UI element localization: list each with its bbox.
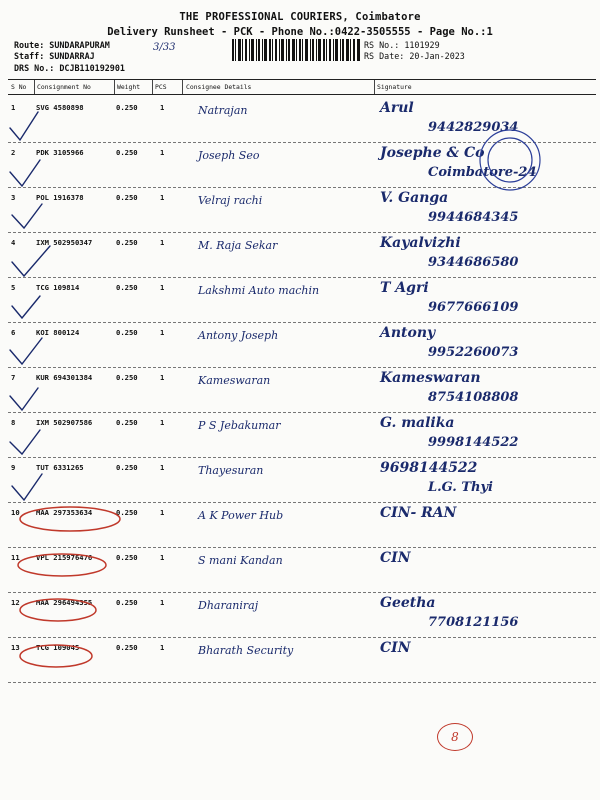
- row-divider: [8, 682, 596, 683]
- table-row: [8, 638, 596, 683]
- row-signature-note: Coimbatore-24: [428, 165, 537, 180]
- rs-number: RS No.: 1101929: [364, 40, 440, 50]
- row-sno: 3: [11, 193, 16, 202]
- row-weight: 0.250: [116, 553, 138, 562]
- row-signature-note: L.G. Thyi: [428, 480, 493, 495]
- row-pcs: 1: [160, 463, 165, 472]
- col-divider: [182, 80, 183, 94]
- row-weight: 0.250: [116, 643, 138, 652]
- row-signature: Josephe & Co: [380, 145, 485, 161]
- row-consignee: S mani Kandan: [198, 554, 283, 567]
- row-consignment: TCG 109045: [36, 643, 80, 652]
- table-row: [8, 368, 596, 413]
- col-divider: [374, 80, 375, 94]
- table-row: [8, 278, 596, 323]
- row-weight: 0.250: [116, 508, 138, 517]
- row-signature-note: 9944684345: [428, 210, 519, 225]
- row-consignee: Kameswaran: [198, 374, 271, 387]
- table-row: [8, 593, 596, 638]
- barcode-icon: [232, 39, 360, 61]
- row-consignee: Bharath Security: [198, 644, 294, 657]
- row-sno: 7: [11, 373, 16, 382]
- row-signature: CIN- RAN: [380, 505, 457, 521]
- row-weight: 0.250: [116, 238, 138, 247]
- row-pcs: 1: [160, 103, 165, 112]
- rs-date: RS Date: 20-Jan-2023: [364, 51, 465, 61]
- row-consignment: TUT 6331265: [36, 463, 84, 472]
- row-weight: 0.250: [116, 283, 138, 292]
- col-divider: [152, 80, 153, 94]
- row-consignment: MAA 297353634: [36, 508, 93, 517]
- row-weight: 0.250: [116, 373, 138, 382]
- row-sno: 2: [11, 148, 16, 157]
- drs-number: DRS No.: DCJB110192901: [14, 63, 125, 73]
- row-sno: 9: [11, 463, 16, 472]
- row-sno: 5: [11, 283, 16, 292]
- company-title: THE PROFESSIONAL COURIERS, Coimbatore: [179, 11, 421, 23]
- row-consignee: Antony Joseph: [198, 329, 279, 342]
- table-row: [8, 458, 596, 503]
- row-signature: CIN: [380, 640, 411, 656]
- row-weight: 0.250: [116, 418, 138, 427]
- row-signature: 9698144522: [380, 460, 478, 476]
- row-pcs: 1: [160, 193, 165, 202]
- row-signature: Arul: [380, 100, 414, 116]
- row-signature-note: 9998144522: [428, 435, 519, 450]
- column-header-consignment: Consignment No: [37, 83, 91, 91]
- row-signature: Kayalvizhi: [380, 235, 461, 251]
- col-divider: [114, 80, 115, 94]
- row-weight: 0.250: [116, 328, 138, 337]
- row-consignment: MAA 296494355: [36, 598, 93, 607]
- row-weight: 0.250: [116, 148, 138, 157]
- row-pcs: 1: [160, 598, 165, 607]
- row-pcs: 1: [160, 283, 165, 292]
- row-signature-note: 8754108808: [428, 390, 519, 405]
- row-sno: 6: [11, 328, 16, 337]
- header-bottom-rule: [8, 94, 596, 95]
- column-header-signature: Signature: [377, 83, 412, 91]
- runsheet-subtitle: Delivery Runsheet - PCK - Phone No.:0422-3505555 - Page No.:1: [107, 26, 493, 38]
- row-sno: 8: [11, 418, 16, 427]
- row-pcs: 1: [160, 328, 165, 337]
- row-consignee: M. Raja Sekar: [198, 239, 278, 252]
- row-pcs: 1: [160, 373, 165, 382]
- table-row: [8, 188, 596, 233]
- row-pcs: 1: [160, 643, 165, 652]
- staff-label: Staff: SUNDARRAJ: [14, 51, 95, 61]
- row-signature: Geetha: [380, 595, 436, 611]
- row-sno: 12: [11, 598, 20, 607]
- row-consignee: Dharaniraj: [198, 599, 259, 612]
- table-row: [8, 98, 596, 143]
- count-handnote: 3/33: [153, 42, 176, 53]
- row-consignment: SVG 4580898: [36, 103, 84, 112]
- table-row: [8, 323, 596, 368]
- row-signature-note: 7708121156: [428, 615, 519, 630]
- row-consignment: VPL 215976476: [36, 553, 93, 562]
- row-sno: 1: [11, 103, 16, 112]
- row-pcs: 1: [160, 508, 165, 517]
- row-consignment: IXM 502950347: [36, 238, 93, 247]
- row-consignee: Lakshmi Auto machin: [198, 284, 320, 297]
- row-signature: CIN: [380, 550, 411, 566]
- row-sno: 4: [11, 238, 16, 247]
- column-header-weight: Weight: [117, 83, 141, 91]
- row-signature-note: 9952260073: [428, 345, 519, 360]
- row-consignment: IXM 502907586: [36, 418, 93, 427]
- row-pcs: 1: [160, 553, 165, 562]
- row-weight: 0.250: [116, 103, 138, 112]
- row-weight: 0.250: [116, 598, 138, 607]
- row-consignee: Velraj rachi: [198, 194, 263, 207]
- column-header-consignee: Consignee Details: [186, 83, 252, 91]
- row-signature-note: 9677666109: [428, 300, 519, 315]
- row-sno: 10: [11, 508, 20, 517]
- row-consignee: Joseph Seo: [198, 149, 260, 162]
- row-consignee: Thayesuran: [198, 464, 264, 477]
- row-signature: Antony: [380, 325, 436, 341]
- row-signature-note: 9344686580: [428, 255, 519, 270]
- row-pcs: 1: [160, 238, 165, 247]
- row-weight: 0.250: [116, 193, 138, 202]
- row-pcs: 1: [160, 148, 165, 157]
- header-top-rule: [8, 79, 596, 80]
- row-sno: 13: [11, 643, 20, 652]
- table-row: [8, 143, 596, 188]
- col-divider: [34, 80, 35, 94]
- route-label: Route: SUNDARAPURAM: [14, 40, 110, 50]
- row-consignment: KUR 694301384: [36, 373, 93, 382]
- row-consignee: P S Jebakumar: [198, 419, 281, 432]
- row-consignment: PDK 3105966: [36, 148, 84, 157]
- row-consignment: POL 1916378: [36, 193, 84, 202]
- column-header-pcs: PCS: [155, 83, 167, 91]
- column-header-sno: S No: [11, 83, 27, 91]
- table-row: [8, 413, 596, 458]
- row-consignee: A K Power Hub: [198, 509, 284, 522]
- row-signature: G. malika: [380, 415, 455, 431]
- row-signature: Kameswaran: [380, 370, 481, 386]
- row-signature: T Agri: [380, 280, 429, 296]
- row-signature: V. Ganga: [380, 190, 449, 206]
- row-sno: 11: [11, 553, 20, 562]
- table-row: [8, 233, 596, 278]
- row-signature-note: 9442829034: [428, 120, 519, 135]
- table-row: [8, 548, 596, 593]
- row-consignee: Natrajan: [198, 104, 248, 117]
- row-consignment: TCG 109814: [36, 283, 80, 292]
- row-weight: 0.250: [116, 463, 138, 472]
- row-pcs: 1: [160, 418, 165, 427]
- row-consignment: KOI 800124: [36, 328, 80, 337]
- page-mark: 8: [437, 723, 473, 751]
- table-row: [8, 503, 596, 548]
